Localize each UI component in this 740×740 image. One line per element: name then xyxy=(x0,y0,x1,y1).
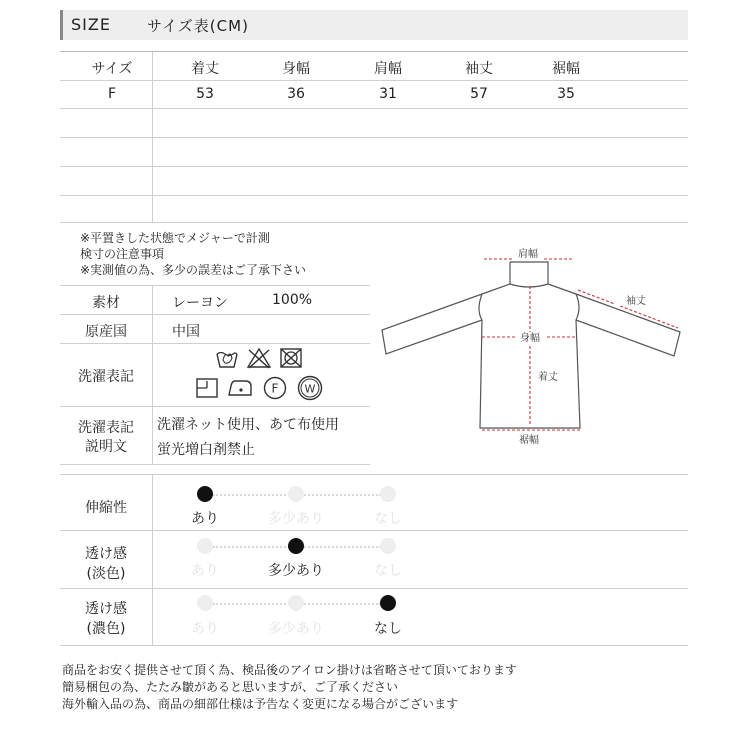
wash-tub-hand-icon xyxy=(215,346,239,370)
rating-option: なし xyxy=(374,563,402,579)
header-chest: 身幅 xyxy=(282,61,310,77)
row-divider xyxy=(60,406,370,407)
rating-dot xyxy=(288,595,304,611)
rating-dot xyxy=(197,538,213,554)
diagram-hem-label: 裾幅 xyxy=(519,435,539,446)
origin-label: 原産国 xyxy=(85,324,127,340)
rating-dot xyxy=(380,486,396,502)
rating-option: 多少あり xyxy=(268,621,324,637)
row-divider xyxy=(60,530,688,531)
rating-option: あり xyxy=(191,563,219,579)
row-divider xyxy=(60,80,688,81)
diagram-shoulder-label: 肩幅 xyxy=(518,249,538,260)
row-divider xyxy=(60,474,688,475)
header-accent xyxy=(60,10,63,40)
cell-size: F xyxy=(107,86,117,102)
material-percent: 100% xyxy=(272,292,313,308)
note-tolerance: ※実測値の為、多少の誤差はご了承下さい xyxy=(80,263,307,277)
cell-chest: 36 xyxy=(287,86,305,102)
header-length: 着丈 xyxy=(191,61,219,77)
material-label: 素材 xyxy=(92,295,120,311)
no-tumble-dry-icon xyxy=(279,347,303,369)
column-divider xyxy=(152,52,153,222)
rating-label-sheer-dark: 透け感 xyxy=(85,601,127,617)
rating-option: あり xyxy=(191,621,219,637)
row-divider xyxy=(60,108,688,109)
row-divider xyxy=(60,314,370,315)
rating-dot-selected xyxy=(288,538,304,554)
rating-option-selected: なし xyxy=(374,621,402,637)
header-shoulder: 肩幅 xyxy=(374,61,402,77)
row-divider xyxy=(60,195,688,196)
rating-label-stretch: 伸縮性 xyxy=(85,500,127,516)
row-divider xyxy=(60,343,370,344)
dry-clean-f-icon xyxy=(263,376,287,400)
row-divider xyxy=(60,645,688,646)
rating-option-selected: あり xyxy=(191,511,219,527)
header-hem: 裾幅 xyxy=(552,61,580,77)
column-divider xyxy=(152,474,153,645)
rating-option-selected: 多少あり xyxy=(268,563,324,579)
rating-sublabel-sheer-dark: (濃色) xyxy=(86,621,126,637)
note-measure: ※平置きした状態でメジャーで計測 xyxy=(80,231,270,245)
size-label: SIZE xyxy=(71,15,111,34)
row-divider xyxy=(60,285,370,286)
footer-note-packaging: 簡易梱包の為、たたみ皺があると思いますが、ご了承ください xyxy=(62,680,399,694)
row-divider xyxy=(60,588,688,589)
header-sleeve: 袖丈 xyxy=(465,61,493,77)
wash-desc-line-1: 洗濯ネット使用、あて布使用 xyxy=(157,417,339,433)
header-underline xyxy=(60,51,688,52)
footer-note-spec-change: 海外輸入品の為、商品の細部仕様は予告なく変更になる場合がございます xyxy=(62,697,459,711)
rating-dot-selected xyxy=(197,486,213,502)
wash-desc-label-2: 説明文 xyxy=(85,439,127,455)
footer-note-ironing: 商品をお安く提供させて頂く為、検品後のアイロン掛けは省略させて頂いております xyxy=(62,663,517,677)
no-bleach-icon xyxy=(246,347,272,369)
origin-value: 中国 xyxy=(172,324,200,340)
cell-shoulder: 31 xyxy=(379,86,397,102)
wash-desc-line-2: 蛍光増白剤禁止 xyxy=(157,442,255,458)
garment-diagram xyxy=(370,240,700,460)
diagram-chest-label: 身幅 xyxy=(520,333,540,344)
wet-clean-letter: W xyxy=(304,382,316,396)
line-dry-icon xyxy=(195,377,219,399)
row-divider xyxy=(60,137,688,138)
note-heading: 検寸の注意事項 xyxy=(80,247,165,261)
column-divider xyxy=(152,285,153,464)
cell-sleeve: 57 xyxy=(470,86,488,102)
rating-dot xyxy=(288,486,304,502)
wash-label: 洗濯表記 xyxy=(78,369,134,385)
turtleneck-outline xyxy=(382,262,680,428)
rating-dot xyxy=(380,538,396,554)
material-name: レーヨン xyxy=(172,295,228,311)
header-size: サイズ xyxy=(91,61,133,77)
diagram-length-label: 着丈 xyxy=(538,372,558,383)
dry-clean-letter: F xyxy=(271,381,279,396)
wet-clean-w-icon xyxy=(297,375,323,401)
cell-length: 53 xyxy=(196,86,214,102)
rating-label-sheer-light: 透け感 xyxy=(85,546,127,562)
row-divider xyxy=(60,166,688,167)
wash-desc-label-1: 洗濯表記 xyxy=(78,420,134,436)
row-divider xyxy=(60,464,370,465)
rating-dot-selected xyxy=(380,595,396,611)
rating-option: なし xyxy=(374,511,402,527)
rating-dot xyxy=(197,595,213,611)
rating-sublabel-sheer-light: (淡色) xyxy=(86,566,126,582)
iron-low-icon xyxy=(226,377,254,399)
row-divider xyxy=(60,222,688,223)
page-title: サイズ表(CM) xyxy=(147,17,249,35)
diagram-sleeve-label: 袖丈 xyxy=(626,296,646,307)
cell-hem: 35 xyxy=(557,86,575,102)
rating-option: 多少あり xyxy=(268,511,324,527)
